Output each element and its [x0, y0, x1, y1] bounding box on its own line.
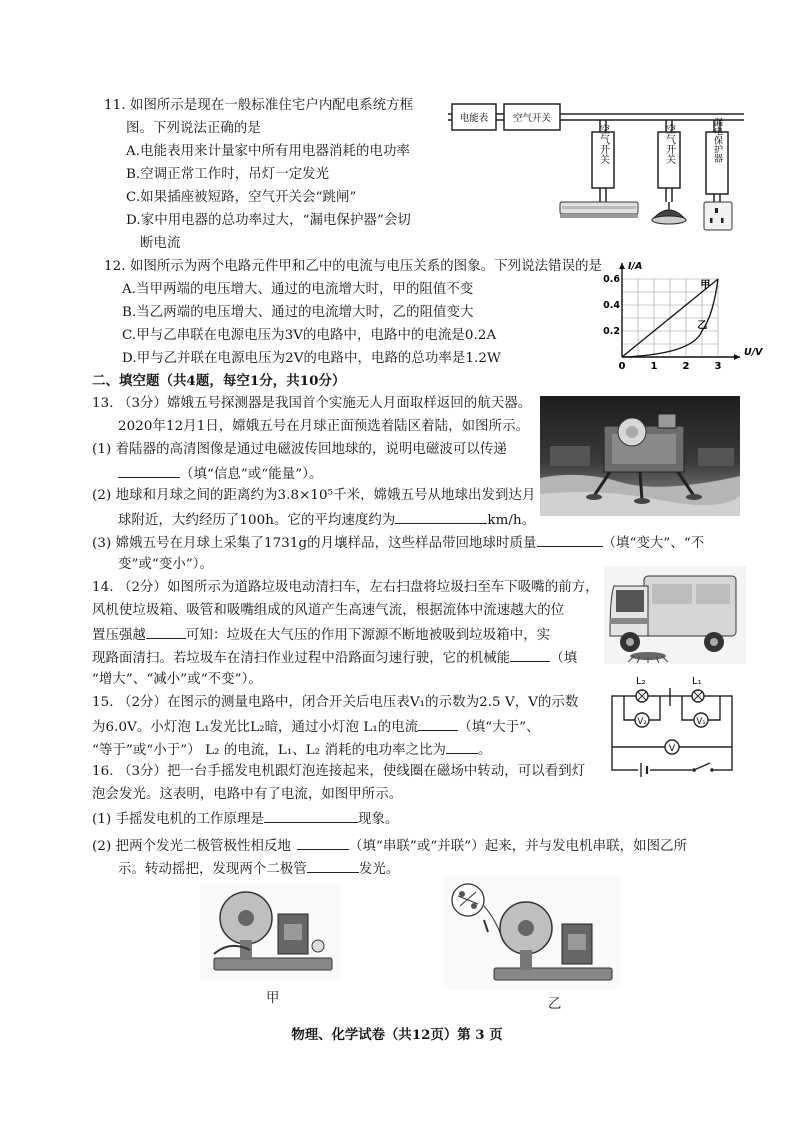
- q16-blank1[interactable]: [264, 809, 358, 823]
- y-tick-label: 0.2: [603, 326, 620, 337]
- lamp-l2-icon: [636, 690, 648, 702]
- x-tick-label: 2: [682, 361, 690, 372]
- x-axis-arrow: [734, 354, 740, 360]
- y-axis-arrow: [619, 263, 625, 269]
- street-sweeper-photo: [604, 566, 746, 664]
- q11-option-d: D.家中用电器的总功率过大，“漏电保护器”会切: [126, 213, 411, 228]
- q13-part1-hint: （填“信息”或“能量”）。: [180, 467, 323, 482]
- q16-blank2[interactable]: [297, 836, 349, 850]
- q11-stem-line2: 图。下列说法正确的是: [126, 121, 261, 136]
- q15-line1: 15. （2分）在图示的测量电路中，闭合开关后电压表V₁的示数为2.5 V，V的示数: [92, 695, 579, 710]
- v-label: V: [668, 744, 676, 754]
- iv-graph: [603, 253, 763, 372]
- air-conditioner-icon: [560, 202, 638, 218]
- caption-b: 乙: [548, 997, 562, 1012]
- q16-line2: 泡会发光。这表明，电路中有了电流，如图甲所示。: [92, 787, 403, 802]
- battery-icon: [638, 763, 650, 777]
- q14-line1: 14. （2分）如图所示为道路垃圾电动清扫车，左右扫盘将垃圾扫至车下吸嘴的前方，: [92, 580, 599, 595]
- q16-part2-line1: [92, 836, 687, 856]
- q13-part2-line2: [118, 510, 535, 530]
- x-tick-label: 3: [714, 361, 722, 372]
- q16-part1: [92, 809, 399, 829]
- q13-blank2[interactable]: [395, 510, 487, 524]
- l1-label: L₁: [692, 676, 702, 687]
- q16-part2-end: 发光。: [358, 862, 400, 877]
- q15-line2: [92, 717, 540, 737]
- y-tick-label: 0.4: [603, 300, 620, 311]
- voltmeter-v1-icon: [694, 713, 708, 727]
- q15-circuit-diagram: [604, 672, 744, 782]
- v2-label: V₂: [637, 717, 647, 727]
- caption-a: 甲: [266, 991, 280, 1006]
- q13-part3-hint: （填“变大”、“不: [602, 536, 705, 551]
- q14-line3: [92, 625, 550, 645]
- q12-option-b: B.当乙两端的电压增大、通过的电流增大时，乙的阻值变大: [122, 305, 474, 320]
- q13-blank1[interactable]: [118, 464, 180, 478]
- q13-stem-line1: 13. （3分）嫦娥五号探测器是我国首个实施无人月面取样返回的航天器。: [92, 396, 532, 411]
- y-axis-label: I/A: [628, 261, 643, 272]
- section-title-fill-in: 二、填空题（共4题，每空1分，共10分）: [92, 373, 346, 389]
- q16-part1-text: (1) 手摇发电机的工作原理是: [92, 812, 265, 827]
- branch3-protector-label: 漏电保护器: [712, 117, 722, 163]
- q15-line3: [92, 740, 492, 760]
- voltmeter-v-icon: [665, 740, 679, 754]
- q12-option-d: D.甲与乙并联在电源电压为2V的电路中，电路的总功率是1.2W: [122, 351, 501, 366]
- q14-blank2[interactable]: [510, 648, 550, 662]
- q14-line2: 风机使垃圾箱、吸管和吸嘴组成的风道产生高速气流，根据流体中流速越大的位: [92, 603, 565, 618]
- q16-part2-text2: 示。转动摇把，发现两个二极管: [118, 862, 307, 877]
- q13-part3-line2: 变”或“变小”）。: [118, 557, 214, 572]
- q14-line3-rest: 可知：垃圾在大气压的作用下源源不断地被吸到垃圾箱中，实: [185, 628, 551, 643]
- q13-part1-line2: [118, 464, 323, 484]
- branch1-switch-label: 空气开关: [597, 124, 609, 164]
- q16-part2-hint: （填“串联”或“并联”）起来，并与发电机串联，如图乙所: [349, 839, 688, 854]
- generator-photo-a: [200, 884, 340, 980]
- generator-photo-b: [444, 876, 620, 990]
- q16-part2-text: (2) 把两个发光二极管极性相反地: [92, 839, 292, 854]
- q13-part2-line1: (2) 地球和月球之间的距离约为3.8×10⁵千米，嫦娥五号从地球出发到达月: [92, 488, 536, 503]
- l2-label: L₂: [636, 676, 646, 687]
- q12-stem: 12. 如图所示为两个电路元件甲和乙中的电流与电压关系的图象。下列说法错误的是: [104, 259, 603, 274]
- q14-line4: [92, 648, 577, 668]
- page-footer: 物理、化学试卷（共12页）第 3 页: [291, 1027, 503, 1043]
- q14-line3-text: 置压强越: [92, 628, 146, 643]
- q13-part3-text: (3) 嫦娥五号在月球上采集了1731g的月壤样品，这些样品带回地球时质量: [92, 536, 537, 551]
- q14-line5: “增大”、“减小”或“不变”）。: [92, 672, 262, 687]
- q11-distribution-diagram: [448, 96, 748, 256]
- q15-line3-text: “等于”或“小于”） L₂ 的电流，L₁、L₂ 消耗的电功率之比为: [92, 743, 447, 758]
- x-axis-label: U/V: [744, 347, 763, 358]
- q13-blank3[interactable]: [537, 533, 603, 547]
- q12-option-a: A.当甲两端的电压增大、通过的电流增大时，甲的阻值不变: [122, 282, 474, 297]
- lunar-lander-photo: [540, 396, 740, 516]
- q13-part1-line1: (1) 着陆器的高清图像是通过电磁波传回地球的，说明电磁波可以传递: [92, 442, 507, 457]
- q16-line1: 16. （3分）把一台手摇发电机跟灯泡连接起来，使线圈在磁场中转动，可以看到灯: [92, 764, 586, 779]
- main-switch-label: 空气开关: [512, 113, 552, 124]
- socket-icon: [704, 202, 732, 230]
- voltmeter-v2-icon: [635, 713, 649, 727]
- x-tick-label: 0: [618, 361, 626, 372]
- q15-blank2[interactable]: [446, 740, 478, 754]
- v1-label: V₁: [696, 717, 706, 727]
- series-label-jia: 甲: [700, 280, 711, 292]
- q14-line4-hint: （填: [550, 651, 578, 666]
- q13-part2-text: 球附近，大约经历了100h。它的平均速度约为: [118, 513, 396, 528]
- branch2-switch-label: 空气开关: [663, 124, 675, 164]
- q16-part1-end: 现象。: [358, 812, 399, 827]
- q11-option-a: A.电能表用来计量家中所有用电器消耗的电功率: [126, 144, 410, 159]
- q11-option-d-cont: 断电流: [140, 236, 181, 251]
- meter-label: 电能表: [459, 113, 489, 124]
- q15-line2-hint: （填“大于”、: [458, 720, 540, 735]
- q15-line2-text: 为6.0V。小灯泡 L₁发光比L₂暗，通过小灯泡 L₁的电流: [92, 720, 419, 735]
- q14-blank1[interactable]: [146, 625, 186, 639]
- q14-line4-text: 现路面清扫。若垃圾车在清扫作业过程中沿路面匀速行驶，它的机械能: [92, 651, 511, 666]
- q15-line3-end: 。: [478, 743, 492, 758]
- y-tick-label: 0.6: [603, 274, 620, 285]
- q11-stem-line1: 11. 如图所示是现在一般标准住宅户内配电系统方框: [104, 98, 414, 113]
- ceiling-lamp-icon: [652, 202, 686, 224]
- q16-part2-line2: [118, 859, 399, 879]
- q13-part3-line1: [92, 533, 704, 553]
- q11-option-b: B.空调正常工作时，吊灯一定发光: [126, 167, 330, 182]
- x-tick-label: 1: [650, 361, 658, 372]
- q12-option-c: C.甲与乙串联在电源电压为3V的电路中，电路中的电流是0.2A: [122, 328, 497, 343]
- lamp-l1-icon: [692, 690, 704, 702]
- q15-blank1[interactable]: [418, 717, 458, 731]
- series-label-yi: 乙: [697, 320, 708, 332]
- q16-blank3[interactable]: [307, 859, 359, 873]
- q13-stem-line2: 2020年12月1日，嫦娥五号在月球正面预选着陆区着陆，如图所示。: [118, 419, 530, 434]
- q11-option-c: C.如果插座被短路，空气开关会“跳闸”: [126, 190, 357, 205]
- q13-part2-unit: km/h。: [487, 513, 536, 528]
- switch-icon: [692, 763, 714, 774]
